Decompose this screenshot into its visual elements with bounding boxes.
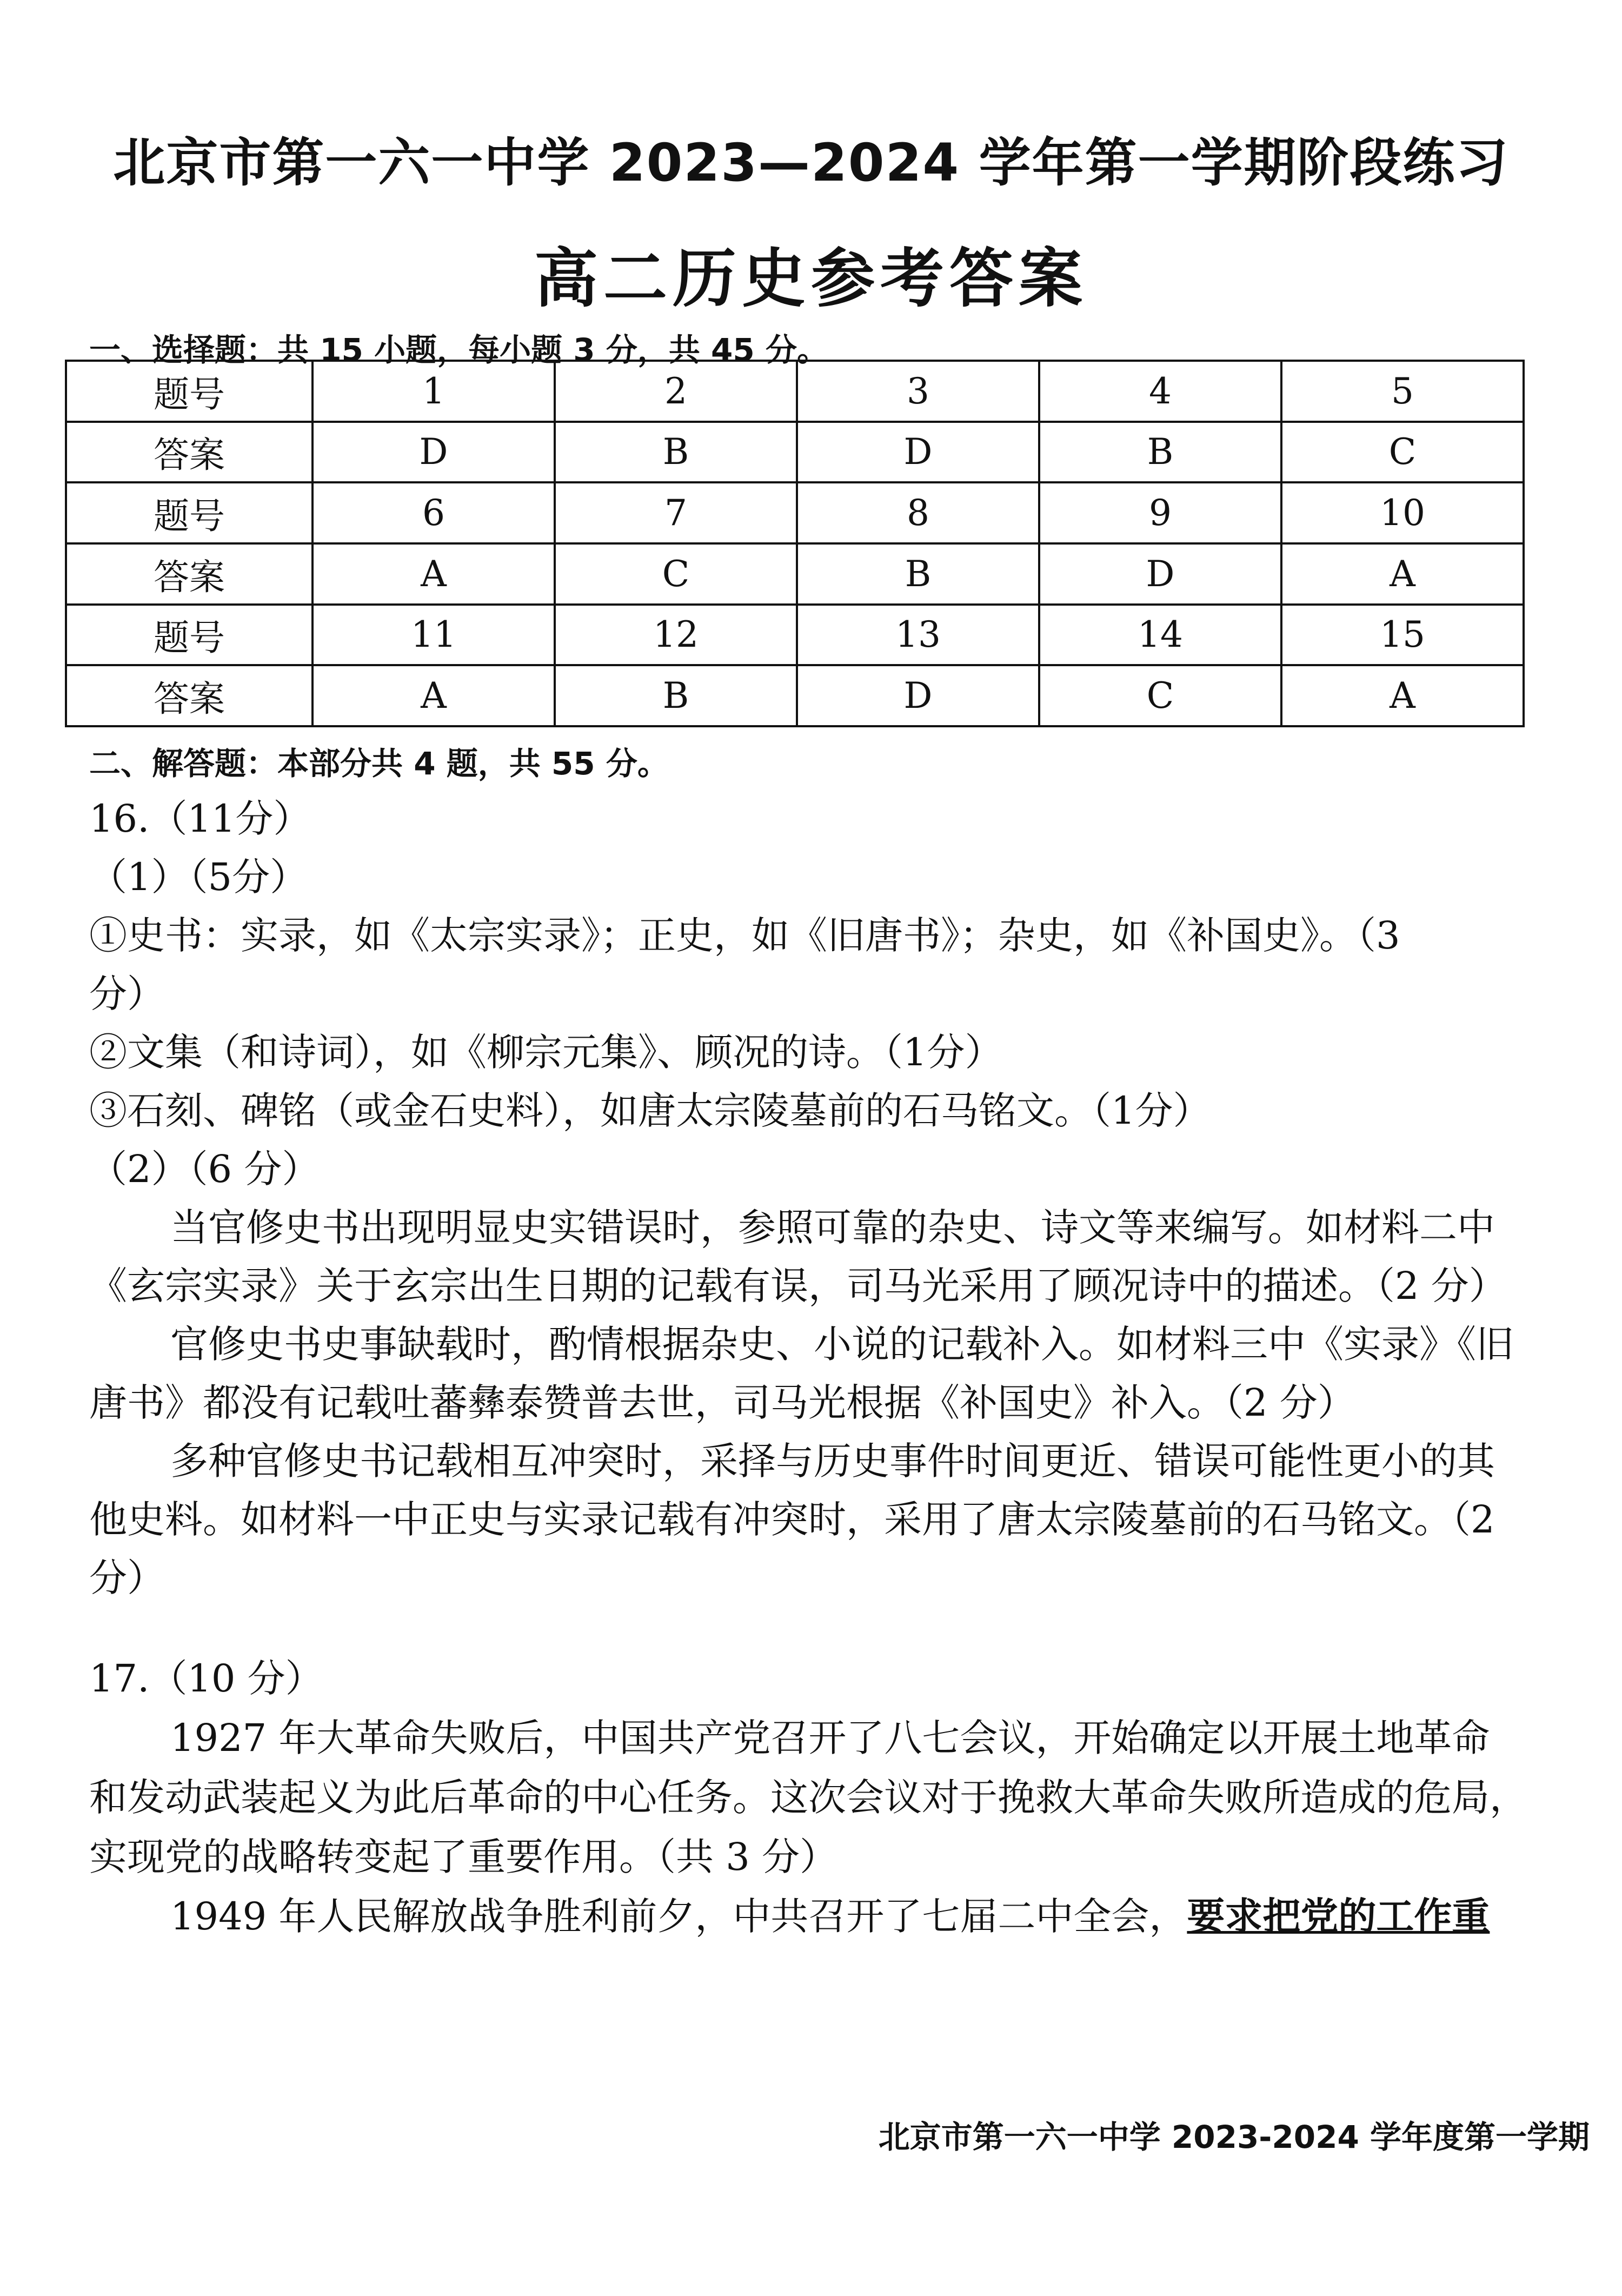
q17-line-text: 1949 年人民解放战争胜利前夕，中共召开了七届二中全会，: [170, 1894, 1187, 1939]
question-label-cell: 题号: [66, 605, 313, 666]
answer-cell: A: [1281, 665, 1524, 726]
school-title: 北京市第一六一中学 2023—2024 学年第一学期阶段练习: [113, 132, 1509, 193]
document-title: 高二历史参考答案: [534, 241, 1088, 316]
answer-label-cell: 答案: [66, 422, 313, 483]
q16-part2-line: 《玄宗实录》关于玄宗出生日期的记载有误，司马光采用了顾况诗中的描述。（2 分）: [89, 1264, 1507, 1308]
answer-cell: A: [313, 543, 555, 605]
question-number-cell: 12: [555, 605, 797, 666]
answer-cell: A: [1281, 543, 1524, 605]
answer-cell: B: [555, 422, 797, 483]
question-number-cell: 10: [1281, 482, 1524, 543]
question-label-cell: 题号: [66, 482, 313, 543]
q16-part1-line: ②文集（和诗词），如《柳宗元集》、顾况的诗。（1分）: [89, 1030, 1003, 1074]
q16-part2-line: 唐书》都没有记载吐蕃彝泰赞普去世，司马光根据《补国史》补入。（2 分）: [89, 1381, 1355, 1425]
answer-cell: D: [313, 422, 555, 483]
answer-label-cell: 答案: [66, 665, 313, 726]
question-number-cell: 6: [313, 482, 555, 543]
section-heading-multiple-choice: 一、选择题：共 15 小题，每小题 3 分，共 45 分。: [89, 331, 828, 368]
question-number-cell: 13: [797, 605, 1039, 666]
q16-part2-line: 多种官修史书记载相互冲突时，采择与历史事件时间更近、错误可能性更小的其: [170, 1439, 1495, 1483]
question-number-cell: 3: [797, 361, 1039, 422]
q17-title: 17.（10 分）: [89, 1656, 323, 1701]
question-number-cell: 1: [313, 361, 555, 422]
question-number-cell: 11: [313, 605, 555, 666]
table-row: [66, 665, 1524, 726]
table-row: [66, 543, 1524, 605]
q17-line: [89, 1887, 1622, 1946]
answer-cell: C: [555, 543, 797, 605]
q17-underlined-text: 要求把党的工作重: [1187, 1894, 1490, 1939]
q17-line: 1927 年大革命失败后，中国共产党召开了八七会议，开始确定以开展土地革命: [170, 1716, 1490, 1760]
q16-part2-title: （2）（6 分）: [89, 1147, 320, 1191]
question-number-cell: 15: [1281, 605, 1524, 666]
answer-table: [65, 360, 1525, 727]
q17-line: 和发动武装起义为此后革命的中心任务。这次会议对于挽救大革命失败所造成的危局，: [89, 1775, 1527, 1820]
question-number-cell: 5: [1281, 361, 1524, 422]
q16-part2-line: 官修史书史事缺载时，酌情根据杂史、小说的记载补入。如材料三中《实录》《旧: [170, 1322, 1514, 1366]
answer-cell: A: [313, 665, 555, 726]
answer-cell: B: [1039, 422, 1281, 483]
question-number-cell: 8: [797, 482, 1039, 543]
table-row: [66, 361, 1524, 422]
q17-line: 实现党的战略转变起了重要作用。（共 3 分）: [89, 1835, 838, 1879]
q16-title: 16.（11分）: [89, 797, 311, 841]
question-number-cell: 7: [555, 482, 797, 543]
question-number-cell: 14: [1039, 605, 1281, 666]
answer-cell: B: [555, 665, 797, 726]
q16-part1-line: ③石刻、碑铭（或金石史料），如唐太宗陵墓前的石马铭文。（1分）: [89, 1089, 1211, 1133]
q16-part1-line: ①史书：实录，如《太宗实录》；正史，如《旧唐书》；杂史，如《补国史》。（3: [89, 913, 1400, 958]
answer-label-cell: 答案: [66, 543, 313, 605]
table-row: [66, 605, 1524, 666]
answer-cell: D: [797, 665, 1039, 726]
answer-cell: D: [1039, 543, 1281, 605]
question-number-cell: 4: [1039, 361, 1281, 422]
q16-part2-line: 分）: [89, 1556, 165, 1600]
q16-part2-line: 当官修史书出现明显史实错误时，参照可靠的杂史、诗文等来编写。如材料二中: [170, 1205, 1495, 1250]
page-footer: 北京市第一六一中学 2023-2024 学年度第一学期: [878, 2119, 1590, 2155]
question-label-cell: 题号: [66, 361, 313, 422]
table-row: [66, 482, 1524, 543]
answer-cell: D: [797, 422, 1039, 483]
table-row: [66, 422, 1524, 483]
question-number-cell: 9: [1039, 482, 1281, 543]
q16-part1-title: （1）（5分）: [89, 855, 308, 899]
answer-cell: C: [1039, 665, 1281, 726]
answer-cell: B: [797, 543, 1039, 605]
section-heading-short-answer: 二、解答题：本部分共 4 题，共 55 分。: [89, 745, 669, 782]
q16-part2-line: 他史料。如材料一中正史与实录记载有冲突时，采用了唐太宗陵墓前的石马铭文。（2: [89, 1497, 1495, 1542]
q16-part1-line: 分）: [89, 972, 165, 1016]
answer-cell: C: [1281, 422, 1524, 483]
question-number-cell: 2: [555, 361, 797, 422]
